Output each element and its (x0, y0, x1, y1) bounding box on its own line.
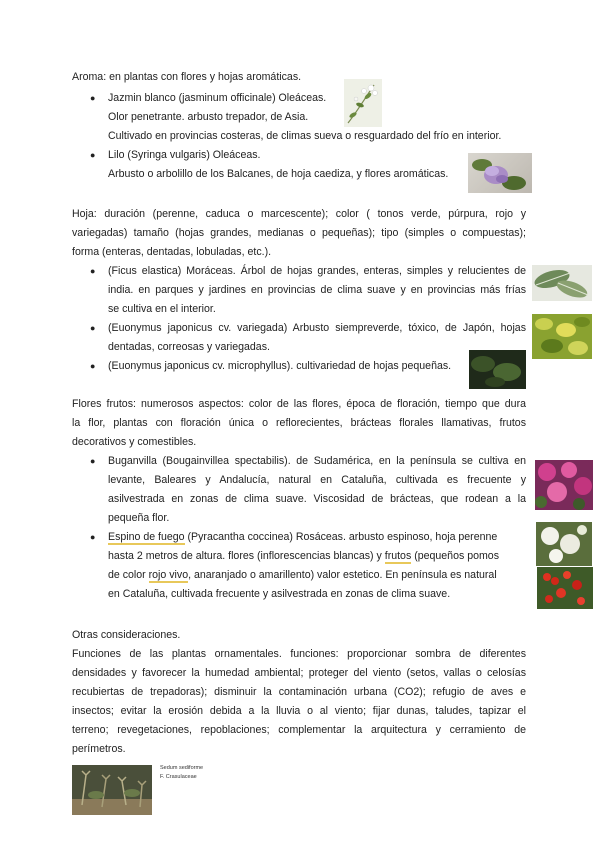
sedum-caption-l2: F. Crasulaceae (160, 774, 197, 780)
euonymus-var-l1: (Euonymus japonicus cv. variegada) Arbusto siempreverde, tóxico, de Japón, hojas (108, 322, 526, 334)
espino-de-fuego-term: Espino de fuego (108, 531, 185, 543)
bullet-icon: ● (90, 150, 96, 160)
espino-l3 (108, 566, 497, 585)
euonymus-micro-l1: (Euonymus japonicus cv. microphyllus). cultivariedad de hojas pequeñas. (108, 360, 452, 372)
bullet-icon: ● (90, 93, 96, 103)
flores-para-l3: decorativos y comestibles. (72, 436, 197, 448)
espino-l1 (108, 528, 497, 547)
bullet-icon: ● (90, 456, 96, 466)
ficus-l1: (Ficus elastica) Moráceas. Árbol de hojas grandes, enteras, simples y relucientes de (108, 265, 526, 277)
bullet-icon: ● (90, 532, 96, 542)
bougainvillea-photo (535, 460, 593, 510)
hoja-para-l1: Hoja: duración (perenne, caduca o marcescente); color ( tonos verde, púrpura, rojo y (72, 208, 526, 220)
espino-l2-b: (pequeños pomos (411, 550, 500, 562)
otras-para-l3: recubiertas de trepadoras); disminuir la contaminación urbana (CO2); refugio de aves e (72, 686, 526, 698)
buganvilla-l3: asilvestrada en zonas de clima suave. Viscosidad de brácteas, que rodean a la (108, 493, 526, 505)
sedum-caption-l1: Sedum sediforme (160, 765, 204, 771)
euonymus-variegata-photo (532, 314, 592, 359)
otras-para-l2: densidades y favorecer la humedad ambiental; proteger del viento (setos, vallas o celosías (72, 667, 526, 679)
euonymus-var-l2: dentadas, correosas y variegadas. (108, 341, 270, 353)
ficus-l2: india. en parques y jardines en provincias de clima suave y en provincias más frías (108, 284, 526, 296)
rojo-vivo-term: rojo vivo (148, 569, 189, 581)
aroma-jazmin-l2: Olor penetrante. arbusto trepador, de Asia. (108, 111, 309, 123)
bullet-icon: ● (90, 361, 96, 371)
espino-l1-rest: (Pyracantha coccinea) Rosáceas. arbusto espinoso, hoja perenne (184, 531, 498, 543)
lilac-photo (468, 153, 532, 193)
jasmine-photo (344, 79, 382, 127)
aroma-heading: Aroma: en plantas con flores y hojas aromáticas. (72, 71, 302, 83)
aroma-jazmin-l3: Cultivado en provincias costeras, de climas sueva o resguardado del frío en interior. (108, 130, 502, 142)
hoja-para-l2: variegadas) tamaño (hojas grandes, medianas o pequeñas); tipo (simples o compuestas); (72, 227, 526, 239)
otras-para-l1: Funciones de las plantas ornamentales. funciones: proporcionar sombra de diferentes (72, 648, 526, 660)
aroma-jazmin-l1: Jazmin blanco (jasminum officinale) Oleáceas. (108, 92, 327, 104)
bullet-icon: ● (90, 323, 96, 333)
pyracantha-fruits-photo (537, 567, 593, 609)
otras-para-l6: perímetros. (72, 743, 126, 755)
euonymus-microphyllus-photo (469, 350, 526, 389)
pyracantha-flowers-photo (536, 522, 592, 566)
buganvilla-l4: pequeña flor. (108, 512, 170, 524)
aroma-lilo-l2: Arbusto o arbolillo de los Balcanes, de hoja caediza, y flores aromáticas. (108, 168, 449, 180)
flores-para-l1: Flores frutos: numerosos aspectos: color de las flores, época de floración, tiempo que dura (72, 398, 526, 410)
espino-l2 (108, 547, 499, 566)
otras-para-l5: terreno; revegetaciones, repoblaciones; complementar la arquitectura y cerramiento de (72, 724, 526, 736)
buganvilla-l2: levante, Baleares y Andalucía, natural en Cataluña, cultivada es frecuente y (108, 474, 526, 486)
frutos-term: frutos (384, 550, 412, 562)
otras-heading: Otras consideraciones. (72, 629, 181, 641)
espino-l3-a: de color (108, 569, 149, 581)
espino-l3-b: , anaranjado o amarillento) valor estetico. En península es natural (188, 569, 497, 581)
flores-para-l2: la flor, plantas con floración única o reflorecientes, brácteas florales llamativas, frutos (72, 417, 526, 429)
espino-l2-a: hasta 2 metros de altura. flores (inflorescencias blancas) y (108, 550, 385, 562)
ficus-photo (532, 265, 592, 301)
hoja-para-l3: forma (enteras, dentadas, lobuladas, etc.). (72, 246, 272, 258)
bullet-icon: ● (90, 266, 96, 276)
aroma-lilo-l1: Lilo (Syringa vulgaris) Oleáceas. (108, 149, 261, 161)
buganvilla-l1: Buganvilla (Bougainvillea spectabilis). de Sudamérica, en la península se cultiva en (108, 455, 526, 467)
otras-para-l4: insectos; evitar la erosión debida a la lluvia o al viento; fijar dunas, taludes, tapizar el (72, 705, 526, 717)
sedum-photo (72, 765, 152, 815)
ficus-l3: se cultiva en el interior. (108, 303, 216, 315)
espino-l4: en Cataluña, cultivada frecuente y asilvestrada en zonas de clima suave. (108, 588, 451, 600)
